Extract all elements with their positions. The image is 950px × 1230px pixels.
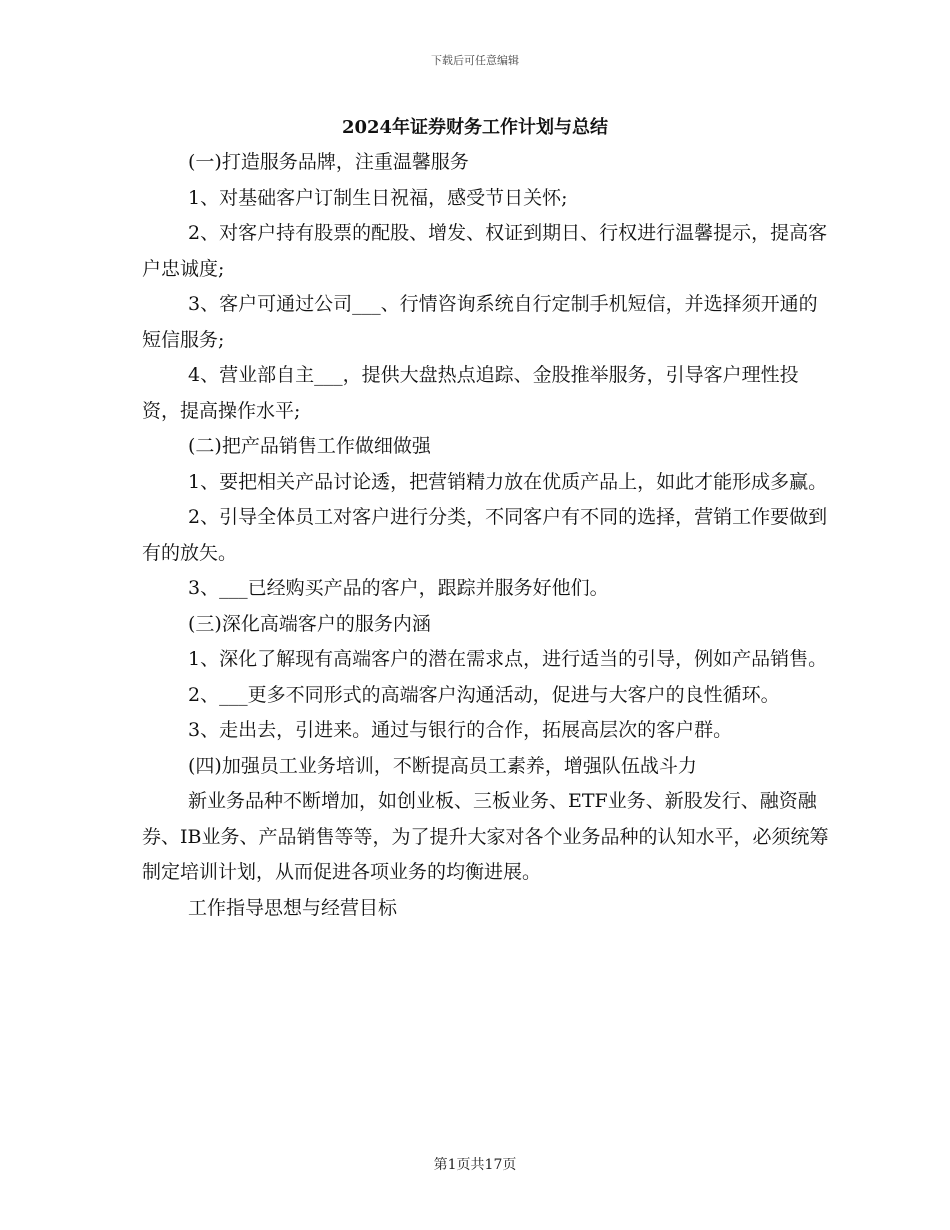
document-title: 2024年证券财务工作计划与总结 <box>341 117 609 138</box>
document-body <box>142 145 832 926</box>
paragraph: 2、对客户持有股票的配股、增发、权证到期日、行权进行温馨提示，提高客户忠诚度; <box>142 222 828 280</box>
page-footer: 第1页共17页 <box>433 1157 517 1173</box>
paragraph: (四)加强员工业务培训，不断提高员工素养，增强队伍战斗力 <box>188 754 697 777</box>
paragraph: 1、对基础客户订制生日祝福，感受节日关怀; <box>188 186 568 209</box>
paragraph: 4、营业部自主___，提供大盘热点追踪、金股推举服务，引导客户理性投资，提高操作水平; <box>142 364 799 422</box>
paragraph: 3、走出去，引进来。通过与银行的合作，拓展高层次的客户群。 <box>188 719 733 741</box>
paragraph: 新业务品种不断增加，如创业板、三板业务、ETF业务、新股发行、融资融券、IB业务、产品销售等等，为了提升大家对各个业务品种的认知水平，必须统筹制定培训计划，从而促进各项业务的均衡进展。 <box>142 790 829 883</box>
paragraph: 3、客户可通过公司___、行情咨询系统自行定制手机短信，并选择须开通的短信服务; <box>142 293 818 351</box>
paragraph: 1、要把相关产品讨论透，把营销精力放在优质产品上，如此才能形成多赢。 <box>188 470 828 493</box>
paragraph: (一)打造服务品牌，注重温馨服务 <box>188 151 469 173</box>
paragraph: (三)深化高端客户的服务内涵 <box>188 612 431 635</box>
paragraph: 2、___更多不同形式的高端客户沟通活动，促进与大客户的良性循环。 <box>188 683 780 706</box>
paragraph: 1、深化了解现有高端客户的潜在需求点，进行适当的引导，例如产品销售。 <box>188 648 828 670</box>
paragraph: 3、___已经购买产品的客户，跟踪并服务好他们。 <box>188 577 609 599</box>
paragraph: (二)把产品销售工作做细做强 <box>188 435 431 457</box>
paragraph: 工作指导思想与经营目标 <box>188 896 398 919</box>
paragraph: 2、引导全体员工对客户进行分类，不同客户有不同的选择，营销工作要做到有的放矢。 <box>142 506 828 564</box>
page-header: 下载后可任意编辑 <box>431 54 519 67</box>
